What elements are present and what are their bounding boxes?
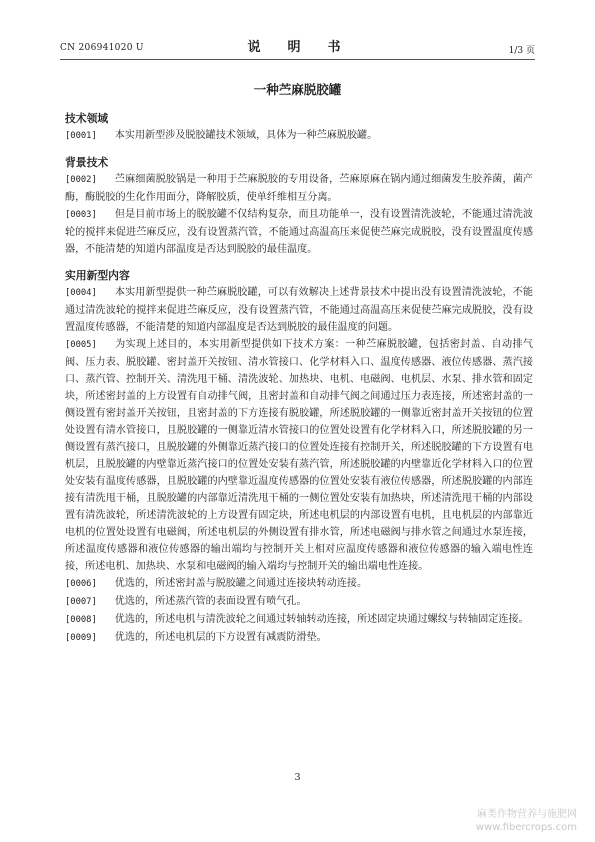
document-title: 一种苎麻脱胶罐 xyxy=(253,82,342,97)
paragraph xyxy=(65,336,533,575)
paragraph xyxy=(65,629,533,647)
header-title: 说 明 书 xyxy=(247,40,348,55)
paragraph-id: [0005] xyxy=(65,340,97,350)
doc-number: CN 206941020 U xyxy=(60,43,144,53)
paragraph-text: 优选的，所述蒸汽管的表面设置有喷气孔。 xyxy=(114,596,307,607)
paragraph-text: 本实用新型涉及脱胶罐技术领域，具体为一种苎麻脱胶罐。 xyxy=(114,130,378,141)
section-heading: 实用新型内容 xyxy=(65,269,130,282)
paragraph-text: 优选的，所述电机与清洗波轮之间通过转轴转动连接，所述固定块通过螺纹与转轴固定连接。 xyxy=(114,614,529,625)
paragraph-text: 但是目前市场上的脱胶罐不仅结构复杂，而且功能单一，没有设置清洗波轮，不能通过清洗波轮的搅拌来促进苎麻反应，没有设置蒸汽管，不能通过高温高压来促使苎麻完成脱胶，没有设置温度传感器，不能清楚的知道内部温度是否达到脱胶的最佳温度。 xyxy=(65,209,533,255)
page-number: 3 xyxy=(294,772,301,783)
header-divider xyxy=(60,59,535,60)
paragraph-text: 本实用新型提供一种苎麻脱胶罐，可以有效解决上述背景技术中提出没有设置清洗波轮，不能通过清洗波轮的搅拌来促进苎麻反应，没有设置蒸汽管，不能通过高温高压来促使苎麻完成脱胶，没有设置温度传感器，不能清楚的知道内部温度是否达到脱胶的最佳温度的问题。 xyxy=(65,287,533,333)
paragraph xyxy=(65,206,533,258)
paragraph-text: 为实现上述目的，本实用新型提供如下技术方案：一种苎麻脱胶罐，包括密封盖、自动排气阀、压力表、脱胶罐、密封盖开关按钮、清水管接口、化学材料入口、温度传感器、液位传感器、蒸汽接口、蒸汽管、控制开关、清洗甩干桶、清洗波轮、加热块、电机、电磁阀、电机层、水泵、排水管和固定块，所述密封盖的上方设置有自动排气阀，且密封盖和自动排气阀之间通过压力表连接，所述密封盖的一侧设置有密封盖开关按钮，且密封盖的下方连接有脱胶罐，所述脱胶罐的一侧靠近密封盖开关按钮的位置处设置有清水管接口，且脱胶罐的一侧靠近清水管接口的位置处设置有化学材料入口，所述脱胶罐的另一侧设置有蒸汽接口，且脱胶罐的外侧靠近蒸汽接口的位置处连接有控制开关，所述脱胶罐的下方设置有电机层，且脱胶罐的内壁靠近蒸汽接口的位置处安装有蒸汽管，所述脱胶罐的内壁靠近化学材料入口的位置处安装有温度传感器，且脱胶罐的内壁靠近温度传感器的位置处安装有液位传感器，所述脱胶罐的内部连接有清洗甩干桶，且脱胶罐的内部靠近清洗甩干桶的一侧位置处安装有加热块，所述清洗甩干桶的内部设置有清洗波轮，所述清洗波轮的上方设置有固定块，所述电机层的内部设置有电机，且电机层的内部靠近电机的位置处设置有电磁阀，所述电机层的外侧设置有排水管，所述电磁阀与排水管之间通过水泵连接，所述温度传感器和液位传感器的输出端均与控制开关上相对应温度传感器和液位传感器的输入端电性连接，所述电机、加热块、水泵和电磁阀的输入端均与控制开关的输出端电性连接。 xyxy=(65,339,533,572)
paragraph-id: [0004] xyxy=(65,288,97,298)
paragraph-id: [0008] xyxy=(65,615,97,625)
paragraph-id: [0002] xyxy=(65,175,97,185)
paragraph-text: 优选的，所述密封盖与脱胶罐之间通过连接块转动连接。 xyxy=(114,578,368,589)
watermark-url: www.fibercrops.com xyxy=(475,822,577,833)
document-body xyxy=(65,110,533,647)
paragraph-id: [0001] xyxy=(65,131,97,141)
paragraph xyxy=(65,593,533,611)
page-header xyxy=(60,38,535,58)
section-heading: 背景技术 xyxy=(65,156,109,169)
section-heading: 技术领域 xyxy=(65,112,109,125)
page-indicator: 1/3 页 xyxy=(508,46,535,56)
paragraph-text: 优选的，所述电机层的下方设置有减震防滑垫。 xyxy=(114,632,327,643)
paragraph xyxy=(65,575,533,593)
watermark-site-name: 麻类作物营养与施肥网 xyxy=(477,809,577,820)
paragraph-id: [0006] xyxy=(65,579,97,589)
paragraph-id: [0003] xyxy=(65,210,97,220)
paragraph-id: [0009] xyxy=(65,633,97,643)
paragraph xyxy=(65,611,533,629)
paragraph xyxy=(65,284,533,336)
paragraph-text: 苎麻细菌脱胶锅是一种用于苎麻脱胶的专用设备，苎麻原麻在锅内通过细菌发生胶养菌，菌产酶，酶脱胶的生化作用面分，降解胶质，使单纤维相互分离。 xyxy=(65,174,533,203)
paragraph xyxy=(65,127,533,145)
paragraph-id: [0007] xyxy=(65,597,97,607)
watermark xyxy=(476,808,577,834)
paragraph xyxy=(65,171,533,206)
